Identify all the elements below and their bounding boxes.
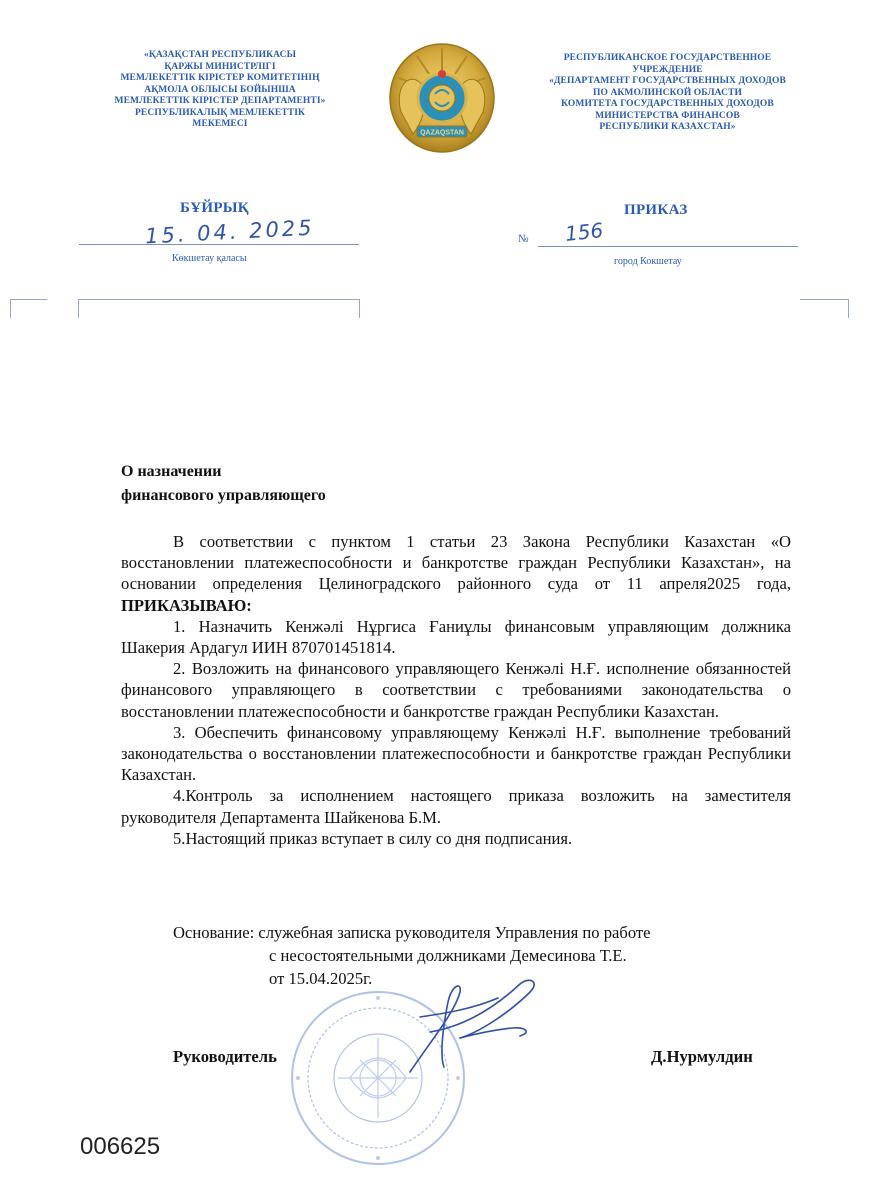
org-name-kz: «ҚАЗАҚСТАН РЕСПУБЛИКАСЫ ҚАРЖЫ МИНИСТРЛІГІ МЕМЛЕКЕТТІК КІРІСТЕР КОМИТЕТІНІҢ АҚМОЛА ОБЛЫСЫ БОЙЫНША МЕМЛЕКЕТТІК КІРІСТЕР ДЕПАРТАМЕНТІ» РЕСПУБЛИКАЛЫҚ МЕМЛЕКЕТТІК МЕКЕМЕСІ (114, 50, 326, 129)
handwritten-order-number: 156 (563, 218, 605, 246)
corner-mark (10, 299, 47, 318)
order-item: 3. Обеспечить финансовому управляющему Кенжәлі Н.Ғ. выполнение требований законодательства о восстановлении платежеспособности и банкротстве граждан Республики Казахстан. (121, 722, 791, 785)
city-ru: город Кокшетау (614, 256, 682, 267)
state-emblem-icon (387, 42, 497, 154)
basis-block: Основание: служебная записка руководителя Управления по работе с несостоятельными должниками Демесинова Т.Е. от 15.04.2025г. (173, 923, 651, 988)
registration-number: 006625 (80, 1133, 161, 1160)
doc-title-kz: БҰЙРЫҚ (180, 200, 249, 216)
corner-mark (78, 299, 360, 318)
doc-title-ru: ПРИКАЗ (624, 202, 688, 218)
number-sign: № (518, 233, 529, 245)
intro-paragraph: В соответствии с пунктом 1 статьи 23 Закона Республики Казахстан «О восстановлении платежеспособности и банкротстве граждан Республики Казахстан», на основании определения Целиноградского районного суда от 11 апреля2025 года, ПРИКАЗЫВАЮ: (121, 532, 791, 615)
order-body (121, 531, 791, 849)
handwritten-signature-icon (400, 972, 550, 1082)
order-item: 5.Настоящий приказ вступает в силу со дня подписания. (173, 828, 573, 848)
corner-mark (800, 299, 849, 318)
order-item: 1. Назначить Кенжәлі Нұргиса Ғаниұлы финансовым управляющим должника Шакерия Ардагул ИИН 870701451814. (121, 616, 791, 658)
number-underline (538, 246, 798, 247)
signatory-name: Д.Нурмулдин (651, 1047, 753, 1066)
org-name-ru: РЕСПУБЛИКАНСКОЕ ГОСУДАРСТВЕННОЕ УЧРЕЖДЕНИЕ «ДЕПАРТАМЕНТ ГОСУДАРСТВЕННЫХ ДОХОДОВ ПО АКМОЛИНСКОЙ ОБЛАСТИ КОМИТЕТА ГОСУДАРСТВЕННЫХ ДОХОДОВ МИНИСТЕРСТВА ФИНАНСОВ РЕСПУБЛИКИ КАЗАХСТАН» (549, 53, 786, 132)
handwritten-date: 15. 04. 2025 (144, 215, 316, 249)
order-subject: О назначении финансового управляющего (121, 463, 326, 504)
order-keyword: ПРИКАЗЫВАЮ: (121, 595, 252, 615)
signatory-role: Руководитель (173, 1047, 277, 1066)
order-item: 4.Контроль за исполнением настоящего приказа возложить на заместителя руководителя Департамента Шайкенова Б.М. (121, 786, 791, 827)
date-underline (79, 244, 359, 245)
emblem-text: QAZAQSTAN (420, 129, 464, 137)
order-item: 2. Возложить на финансового управляющего Кенжәлі Н.Ғ. исполнение обязанностей финансового управляющего в соответствии с требованиями законодательства о восстановлении платежеспособности и банкротстве граждан Республики Казахстан. (121, 659, 791, 721)
city-kz: Көкшетау қаласы (172, 253, 247, 264)
